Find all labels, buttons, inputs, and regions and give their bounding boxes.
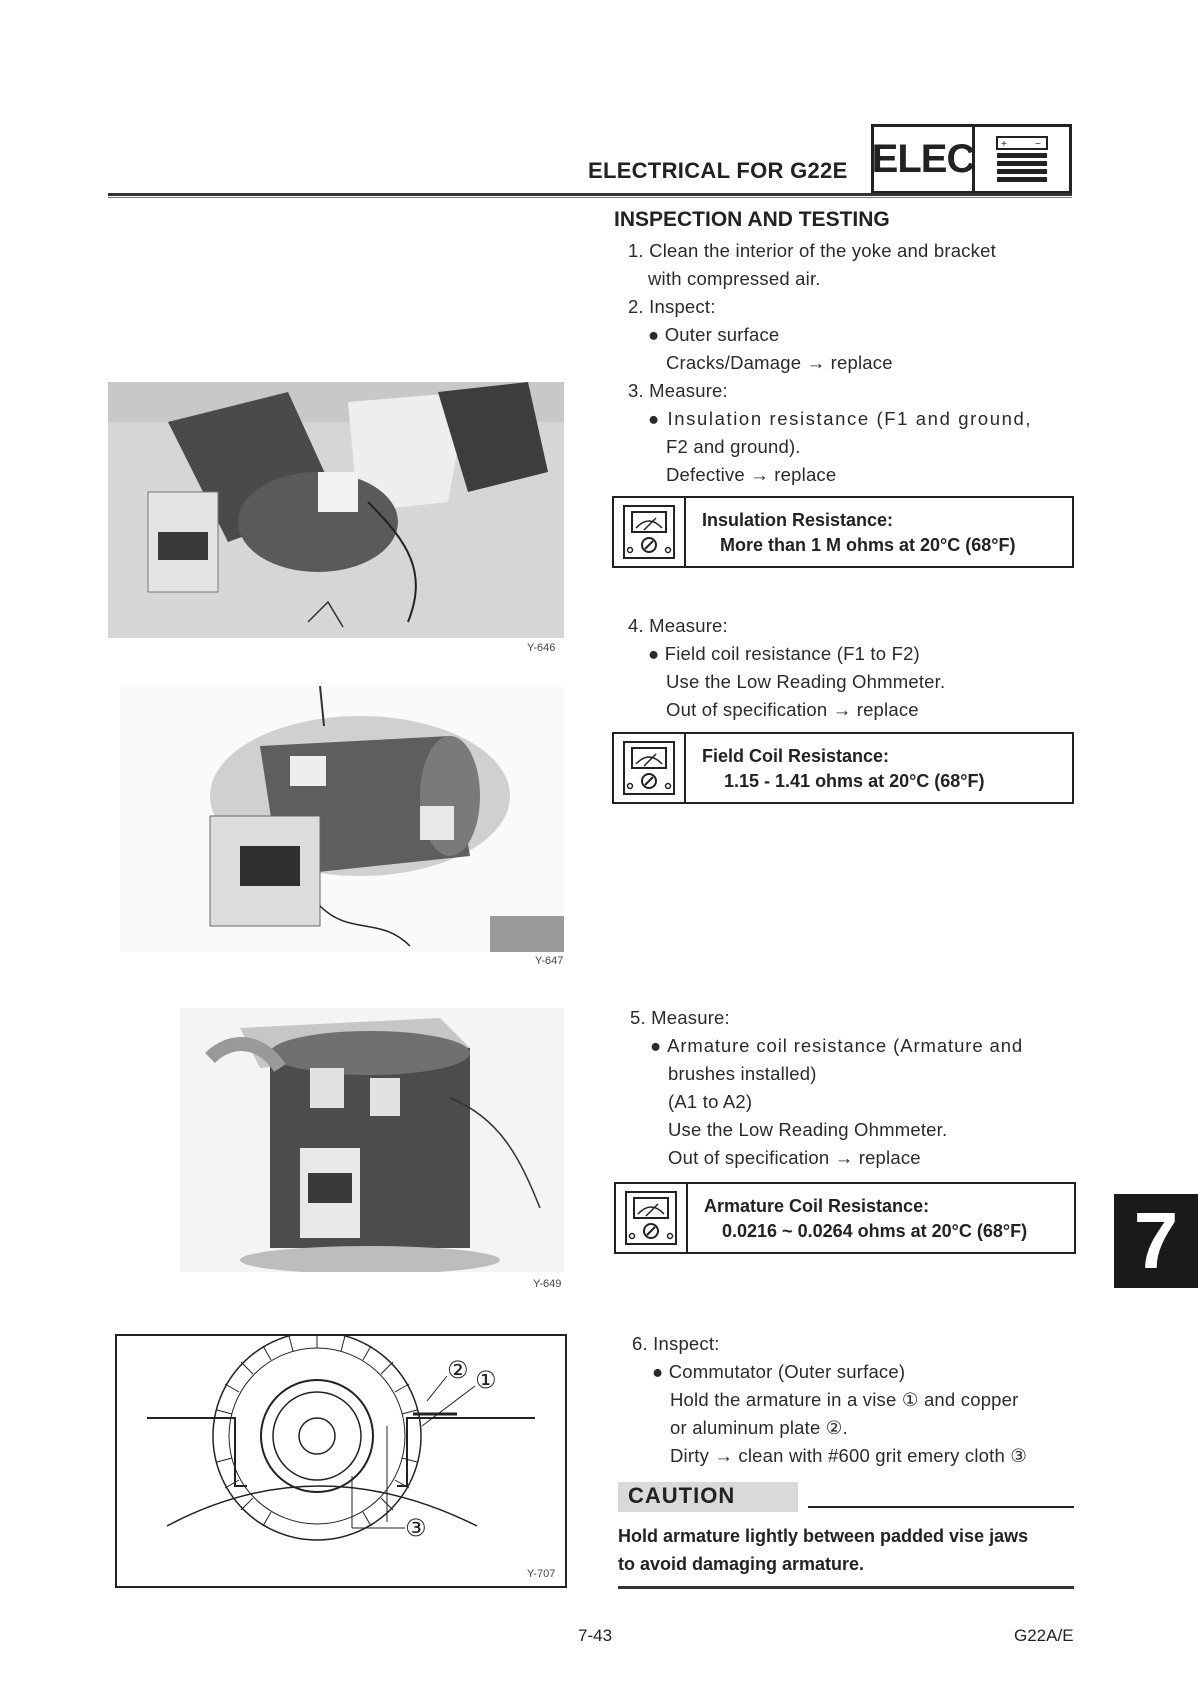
section-title: INSPECTION AND TESTING bbox=[614, 208, 890, 231]
commutator-diagram-drawing bbox=[117, 1336, 565, 1586]
step-4-bullet: ● Field coil resistance (F1 to F2) bbox=[648, 643, 920, 664]
step-4-line-2: Use the Low Reading Ohmmeter. bbox=[666, 671, 946, 692]
step-5-bullet-text: Armature coil resistance (Armature and bbox=[667, 1035, 1024, 1056]
step-2: 2. Inspect: bbox=[628, 296, 716, 317]
step-4: 4. Measure: bbox=[628, 615, 728, 636]
figure-code-4: Y-707 bbox=[527, 1568, 556, 1580]
spec-armature-value: 0.0216 ~ 0.0264 ohms at 20°C (68°F) bbox=[722, 1221, 1028, 1241]
callout-3: ③ bbox=[405, 1514, 427, 1542]
callout-2: ② bbox=[447, 1356, 469, 1384]
battery-icon bbox=[975, 124, 1072, 194]
caution-label-bg bbox=[618, 1482, 798, 1512]
step-3-bullet: ● Insulation resistance (F1 and ground, bbox=[648, 408, 1033, 429]
header-rule-thin bbox=[108, 197, 1072, 198]
step-4-bullet-text: Field coil resistance (F1 to F2) bbox=[664, 643, 920, 664]
photo-field-coil-test bbox=[120, 686, 564, 952]
caution-rule bbox=[808, 1506, 1074, 1508]
step-5: 5. Measure: bbox=[630, 1007, 730, 1028]
step-5-line-2: brushes installed) bbox=[668, 1063, 817, 1084]
step-5-line-5: Out of specification → replace bbox=[668, 1147, 921, 1168]
step-1-line-2: with compressed air. bbox=[648, 268, 821, 289]
spec-box-field-coil bbox=[612, 732, 1074, 804]
step-3-line-2: F2 and ground). bbox=[666, 436, 801, 457]
step-5-line-4: Use the Low Reading Ohmmeter. bbox=[668, 1119, 948, 1140]
step-5-bullet: ● Armature coil resistance (Armature and bbox=[650, 1035, 1024, 1056]
step-3-bullet-text: Insulation resistance (F1 and ground, bbox=[667, 408, 1033, 429]
photo-yoke-insulation-test bbox=[108, 382, 564, 638]
spec-box-insulation bbox=[612, 496, 1074, 568]
caution-header bbox=[618, 1482, 1074, 1512]
step-6-bullet: ● Commutator (Outer surface) bbox=[652, 1361, 906, 1382]
step-2-bullet: ● Outer surface bbox=[648, 324, 780, 345]
step-1-line-1: 1. Clean the interior of the yoke and bracket bbox=[628, 240, 996, 261]
figure-code-2: Y-647 bbox=[535, 955, 564, 967]
page-header-title: ELECTRICAL FOR G22E bbox=[588, 158, 848, 183]
spec-insulation-value: More than 1 M ohms at 20°C (68°F) bbox=[720, 535, 1016, 555]
caution-bottom-rule bbox=[618, 1586, 1074, 1589]
caution-title: CAUTION bbox=[628, 1483, 736, 1508]
section-badge: ELEC bbox=[871, 124, 975, 194]
diagram-commutator-vise bbox=[115, 1334, 567, 1588]
spec-armature-label: Armature Coil Resistance: bbox=[704, 1196, 930, 1216]
step-6-line-4: Dirty → clean with #600 grit emery cloth ③ bbox=[670, 1445, 1028, 1466]
ohmmeter-icon bbox=[614, 734, 686, 802]
spec-box-armature bbox=[614, 1182, 1076, 1254]
step-6-bullet-text: Commutator (Outer surface) bbox=[668, 1361, 906, 1382]
spec-insulation-label: Insulation Resistance: bbox=[702, 510, 894, 530]
ohmmeter-icon bbox=[616, 1184, 688, 1252]
photo-armature-coil-test bbox=[180, 1008, 564, 1272]
figure-code-1: Y-646 bbox=[527, 642, 556, 654]
step-2-bullet-text: Outer surface bbox=[664, 324, 780, 345]
model-code: G22A/E bbox=[1014, 1626, 1074, 1645]
page-number: 7-43 bbox=[578, 1626, 613, 1645]
caution-body bbox=[618, 1522, 1078, 1578]
header-rule bbox=[108, 193, 1072, 196]
step-6-line-2: Hold the armature in a vise ① and copper bbox=[670, 1389, 1019, 1410]
ohmmeter-icon bbox=[614, 498, 686, 566]
step-2-sub: Cracks/Damage → replace bbox=[666, 352, 893, 373]
caution-body-line-2: to avoid damaging armature. bbox=[618, 1554, 865, 1574]
svg-text:−: − bbox=[1035, 139, 1041, 150]
chapter-tab: 7 bbox=[1114, 1194, 1198, 1288]
callout-1: ① bbox=[475, 1366, 497, 1394]
step-5-line-3: (A1 to A2) bbox=[668, 1091, 753, 1112]
step-6-line-3: or aluminum plate ②. bbox=[670, 1417, 848, 1438]
svg-text:+: + bbox=[1001, 139, 1007, 150]
step-6: 6. Inspect: bbox=[632, 1333, 720, 1354]
step-3: 3. Measure: bbox=[628, 380, 728, 401]
caution-body-line-1: Hold armature lightly between padded vise jaws bbox=[618, 1526, 1029, 1546]
spec-field-value: 1.15 - 1.41 ohms at 20°C (68°F) bbox=[724, 771, 985, 791]
spec-field-label: Field Coil Resistance: bbox=[702, 746, 890, 766]
figure-code-3: Y-649 bbox=[533, 1278, 562, 1290]
step-3-sub: Defective → replace bbox=[666, 464, 837, 485]
step-4-line-3: Out of specification → replace bbox=[666, 699, 919, 720]
